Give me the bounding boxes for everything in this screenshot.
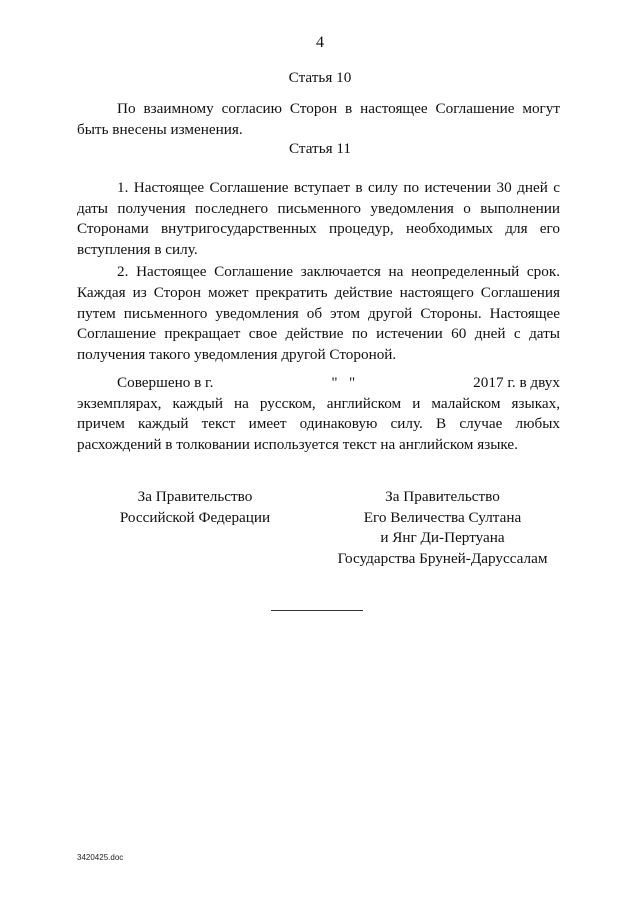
done-date-quotes: " " (331, 374, 356, 391)
done-rest-text: экземплярах, каждый на русском, английском и малайском языках, причем каждый текст имеет одинаковую силу. В случае любых расхождений в толковании используется текст на английском языке. (77, 394, 560, 453)
done-place: Совершено в г. (117, 374, 214, 391)
page-number: 4 (316, 34, 324, 51)
closing-divider (271, 610, 363, 611)
signature-brunei-line-2: Его Величества Султана (363, 508, 522, 526)
signature-block-brunei (320, 487, 565, 569)
signature-brunei-line-4: Государства Бруней-Даруссалам (337, 549, 548, 567)
article-10-body (77, 99, 560, 140)
signature-brunei-line-3: и Янг Ди-Пертуана (380, 529, 505, 547)
file-name-footer: 3420425.doc (77, 853, 124, 862)
article-10-heading: Статья 10 (288, 69, 352, 86)
article-11-paragraph-2: 2. Настоящее Соглашение заключается на неопределенный срок. Каждая из Сторон может прекратить действие настоящего Соглашения путем письменного уведомления об этом другой Стороны. Настоящее Соглашение прекращает свое действие по истечении 60 дней с даты получения такого уведомления другой Стороной. (77, 263, 560, 363)
done-at-first-line (77, 373, 560, 394)
signature-russia-line-1: За Правительство (137, 488, 253, 505)
signature-brunei-line-1: За Правительство (385, 488, 500, 505)
signature-russia-line-2: Российской Федерации (119, 508, 271, 526)
done-year: 2017 г. в двух (473, 374, 560, 391)
article-10-paragraph: По взаимному согласию Сторон в настоящее Соглашение могут быть внесены изменения. (77, 100, 560, 138)
signature-block-russia (95, 487, 295, 528)
article-11-paragraph-1: 1. Настоящее Соглашение вступает в силу по истечении 30 дней с даты получения последнего письменного уведомления о выполнении Сторонами внутригосударственных процедур, необходимых для его вступления в силу. (77, 179, 560, 258)
article-11-body (77, 178, 560, 365)
article-11-heading: Статья 11 (288, 140, 352, 157)
done-at-block (77, 373, 560, 455)
